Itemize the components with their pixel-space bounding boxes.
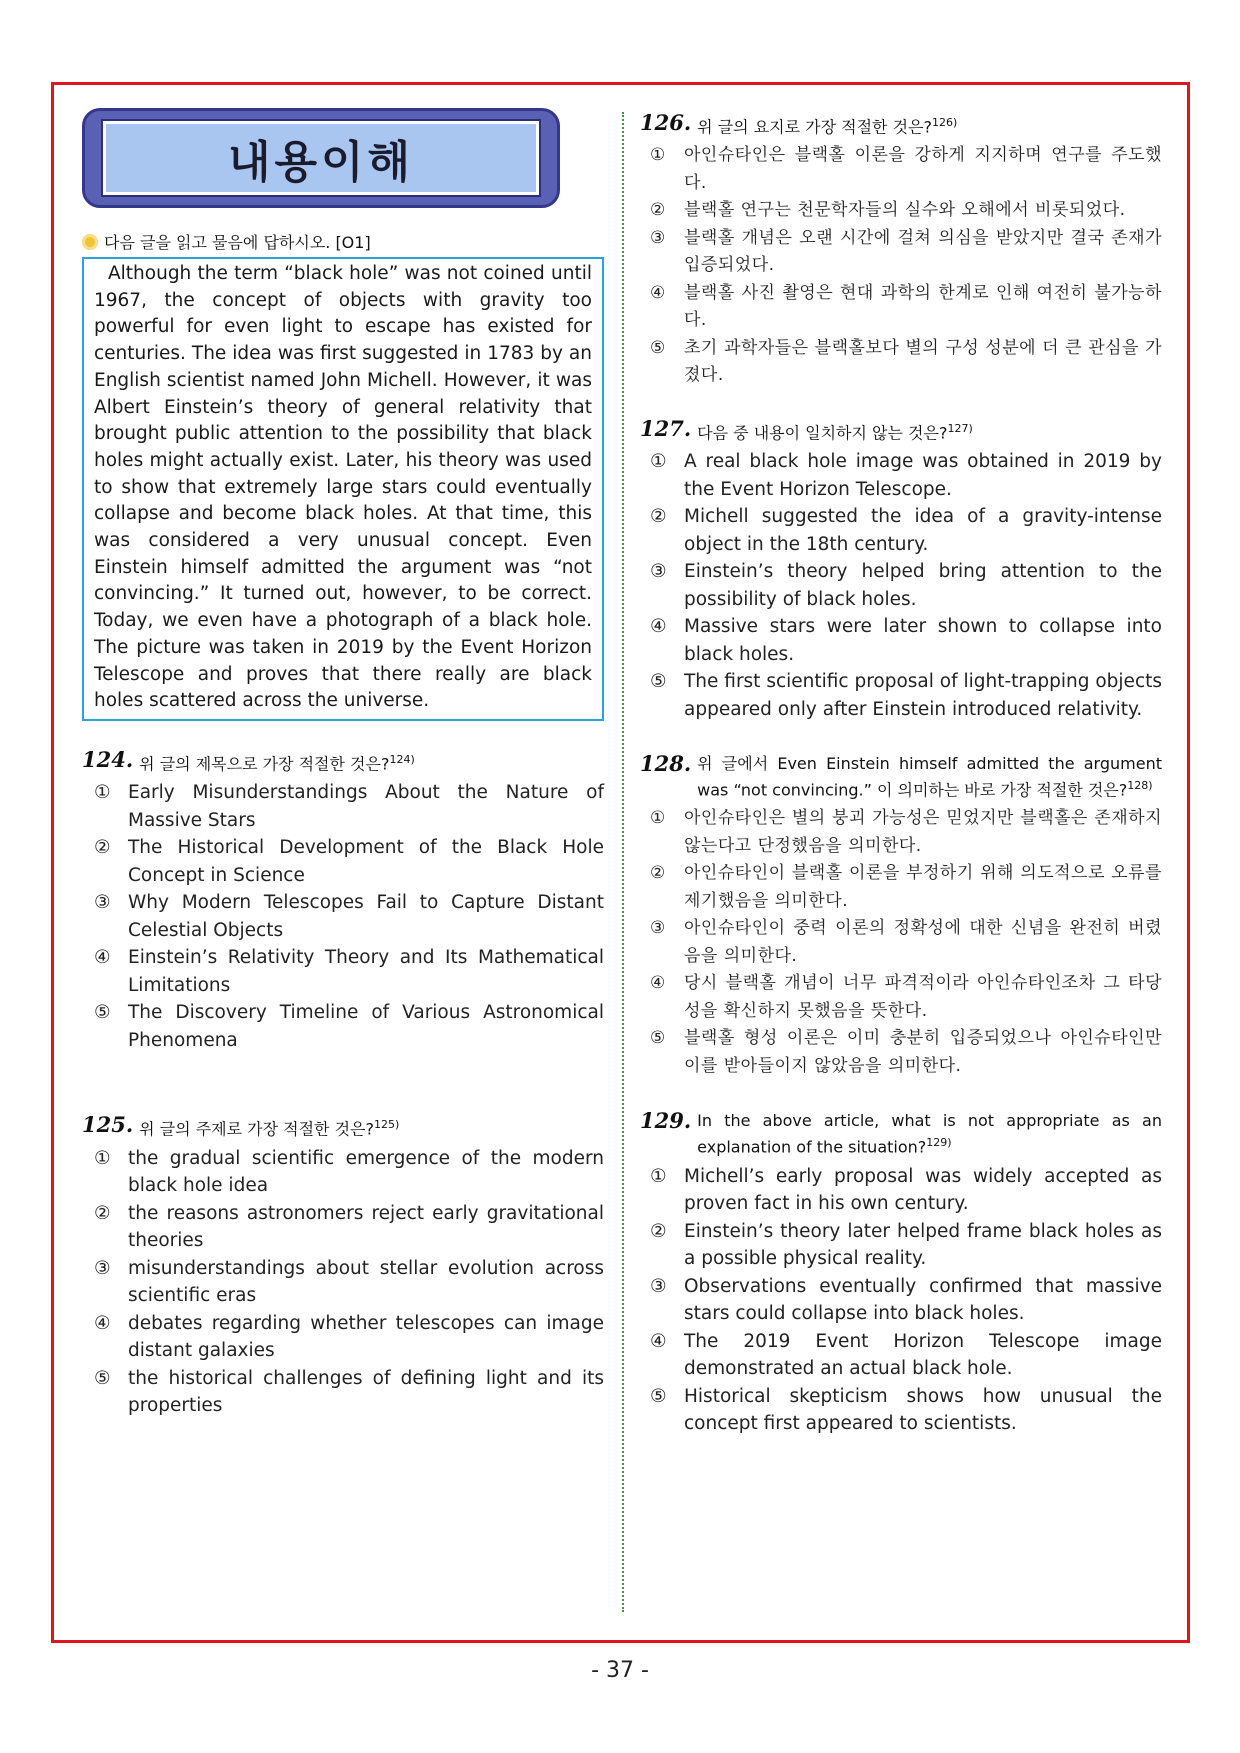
option[interactable] [82, 834, 604, 889]
option-number: ③ [650, 1275, 667, 1297]
option-text: Early Misunderstandings About the Nature of Massive Stars [128, 782, 604, 831]
question-header [640, 753, 1162, 801]
question-prompt: 다음 중 내용이 일치하지 않는 것은? [697, 423, 948, 443]
option-list [640, 142, 1162, 390]
option-text: Massive stars were later shown to collapse into black holes. [684, 616, 1162, 665]
option-text: Michell suggested the idea of a gravity-intense object in the 18th century. [684, 506, 1162, 555]
question-number: 128. [640, 751, 692, 777]
option[interactable] [640, 805, 1162, 860]
option-number: ④ [650, 973, 666, 994]
question-number: 129. [640, 1108, 692, 1134]
option[interactable] [640, 668, 1162, 723]
question-prompt: 위 글의 제목으로 가장 적절한 것은? [139, 754, 390, 774]
question-prompt: 위 글에서 Even Einstein himself admitted the argument was “not convincing.” 이 의미하는 바로 가장 적절한 것은? [697, 754, 1162, 800]
option[interactable] [640, 280, 1162, 335]
option-text: Einstein’s theory later helped frame black holes as a possible physical reality. [684, 1220, 1162, 1270]
option[interactable] [640, 558, 1162, 613]
question-prompt: 위 글의 주제로 가장 적절한 것은? [139, 1119, 375, 1139]
option-text: Historical skepticism shows how unusual the concept first appeared to scientists. [684, 1385, 1162, 1435]
instruction [82, 230, 604, 253]
footnote-ref: 126) [932, 116, 958, 129]
question-127 [640, 415, 1163, 723]
question-number: 126. [640, 110, 692, 135]
option-number: ④ [650, 282, 666, 303]
option-number: ⑤ [650, 1385, 667, 1407]
question-128 [640, 753, 1162, 1080]
question-header [82, 1114, 604, 1140]
option[interactable] [640, 197, 1162, 225]
option[interactable] [82, 1365, 604, 1420]
option[interactable] [82, 779, 604, 834]
question-header [640, 112, 1162, 138]
option[interactable] [640, 1025, 1162, 1080]
footnote-ref: 124) [389, 752, 415, 766]
option-number: ③ [650, 918, 666, 939]
option-number: ① [94, 782, 111, 804]
option[interactable] [82, 1255, 604, 1310]
option-number: ① [650, 145, 666, 166]
option[interactable] [640, 448, 1162, 503]
option[interactable] [640, 1163, 1162, 1218]
title-banner [82, 108, 560, 208]
option-text: The Historical Development of the Black Hole Concept in Science [128, 837, 604, 886]
option[interactable] [82, 999, 604, 1054]
question-129 [640, 1110, 1162, 1437]
option-number: ② [94, 1202, 111, 1224]
flower-icon [82, 234, 98, 250]
option-text: 블랙홀 연구는 천문학자들의 실수와 오해에서 비롯되었다. [684, 200, 1126, 221]
option-number: ③ [650, 561, 667, 583]
question-header [640, 1110, 1162, 1158]
question-124 [82, 746, 604, 1054]
question-text [697, 1110, 1162, 1158]
question-number: 124. [82, 746, 134, 772]
right-column [640, 112, 1162, 1438]
option-list [82, 1145, 604, 1420]
option[interactable] [640, 915, 1162, 970]
option-number: ④ [94, 1312, 111, 1334]
footnote-ref: 127) [947, 421, 973, 435]
option-text: Einstein’s theory helped bring attention to the possibility of black holes. [684, 561, 1162, 610]
option-list [82, 779, 604, 1054]
option[interactable] [640, 1328, 1162, 1383]
question-text [697, 418, 1162, 444]
option[interactable] [640, 142, 1162, 197]
option-number: ⑤ [94, 1002, 111, 1024]
option-text: 아인슈타인은 블랙홀 이론을 강하게 지지하며 연구를 주도했다. [684, 145, 1162, 193]
option-text: 블랙홀 형성 이론은 이미 충분히 입증되었으나 아인슈타인만 이를 받아들이지 않았음을 의미한다. [684, 1028, 1162, 1076]
option-number: ② [650, 1220, 667, 1242]
option-text: The first scientific proposal of light-trapping objects appeared only after Einstein introduced relativity. [684, 671, 1163, 720]
option-number: ⑤ [650, 1028, 666, 1049]
option-number: ② [650, 200, 666, 221]
question-text [139, 1114, 604, 1140]
option[interactable] [640, 1273, 1162, 1328]
option-text: misunderstandings about stellar evolution across scientific eras [128, 1257, 604, 1307]
option-number: ⑤ [94, 1367, 111, 1389]
option[interactable] [82, 1200, 604, 1255]
option-text: A real black hole image was obtained in 2019 by the Event Horizon Telescope. [684, 451, 1162, 500]
page-number: - 37 - [591, 1658, 649, 1683]
option-number: ④ [650, 1330, 667, 1352]
question-126 [640, 112, 1162, 390]
question-header [640, 415, 1162, 444]
option-number: ③ [650, 227, 666, 248]
option-number: ⑤ [650, 337, 666, 358]
question-number: 125. [82, 1112, 134, 1138]
option-text: the gradual scientific emergence of the modern black hole idea [128, 1147, 604, 1197]
option[interactable] [82, 1310, 604, 1365]
option-text: 블랙홀 사진 촬영은 현대 과학의 한계로 인해 여전히 불가능하다. [684, 282, 1162, 331]
option-text: 아인슈타인이 중력 이론의 정확성에 대한 신념을 완전히 버렸음을 의미한다. [684, 918, 1162, 966]
reading-passage: Although the term “black hole” was not coined until 1967, the concept of objects with gravity too powerful for even light to escape has existed for centuries. The idea was first suggested in 1783 by an English scientist named John Michell. However, it was Albert Einstein’s theory of general relativity that brought public attention to the possibility that black holes might actually exist. Later, his theory was used to show that extremely large stars could eventually collapse and become black holes. At that time, this was considered a very unusual concept. Even Einstein himself admitted the argument was “not convincing.” It turned out, however, to be correct. Today, we even have a photograph of a black hole. The picture was taken in 2019 by the Event Horizon Telescope and proves that there really are black holes scattered across the universe. [82, 257, 604, 721]
option-number: ① [94, 1147, 111, 1169]
option-text: 초기 과학자들은 블랙홀보다 별의 구성 성분에 더 큰 관심을 가졌다. [684, 337, 1162, 386]
option-list [640, 1163, 1162, 1438]
option-text: Einstein’s Relativity Theory and Its Mathematical Limitations [128, 947, 604, 996]
option-number: ② [650, 863, 666, 884]
option-text: The Discovery Timeline of Various Astronomical Phenomena [128, 1002, 604, 1051]
option-text: debates regarding whether telescopes can image distant galaxies [128, 1312, 604, 1362]
question-prompt: 위 글의 요지로 가장 적절한 것은? [697, 117, 933, 137]
option-number: ④ [650, 616, 667, 638]
option-text: 블랙홀 개념은 오랜 시간에 걸쳐 의심을 받았지만 결국 존재가 입증되었다. [684, 227, 1162, 276]
option[interactable] [640, 503, 1162, 558]
option[interactable] [82, 889, 604, 944]
option[interactable] [82, 1145, 604, 1200]
question-header [82, 746, 604, 775]
footnote-ref: 125) [374, 1118, 400, 1132]
option-text: Observations eventually confirmed that massive stars could collapse into black holes. [684, 1275, 1162, 1325]
option-text: the historical challenges of defining light and its properties [128, 1367, 604, 1417]
option[interactable] [82, 944, 604, 999]
option-text: 당시 블랙홀 개념이 너무 파격적이라 아인슈타인조차 그 타당성을 확신하지 못했음을 뜻한다. [684, 973, 1162, 1021]
option[interactable] [640, 1218, 1162, 1273]
option-number: ② [650, 506, 667, 528]
option-text: Michell’s early proposal was widely accepted as proven fact in his own century. [684, 1165, 1162, 1215]
option-number: ① [650, 1165, 667, 1187]
question-125 [82, 1114, 604, 1419]
option-number: ① [650, 808, 666, 829]
option-number: ② [94, 837, 111, 859]
footnote-ref: 128) [1127, 779, 1153, 793]
question-text [697, 753, 1162, 801]
option-list [640, 448, 1162, 723]
option-number: ⑤ [650, 671, 667, 693]
option[interactable] [640, 335, 1162, 390]
question-prompt: In the above article, what is not appropriate as an explanation of the situation? [697, 1111, 1162, 1157]
option[interactable] [640, 860, 1162, 915]
option-text: 아인슈타인이 블랙홀 이론을 부정하기 위해 의도적으로 오류를 제기했음을 의미한다. [684, 863, 1162, 911]
option[interactable] [640, 970, 1162, 1025]
option-text: Why Modern Telescopes Fail to Capture Distant Celestial Objects [128, 892, 604, 941]
instruction-text: 다음 글을 읽고 물음에 답하시오. [O1] [104, 233, 371, 252]
column-divider [622, 112, 624, 1612]
option-number: ③ [94, 892, 111, 914]
option[interactable] [640, 613, 1162, 668]
question-text [139, 749, 604, 775]
option-text: 아인슈타인은 별의 붕괴 가능성은 믿었지만 블랙홀은 존재하지 않는다고 단정했음을 의미한다. [684, 808, 1162, 856]
option-text: the reasons astronomers reject early gravitational theories [128, 1202, 604, 1252]
option[interactable] [640, 225, 1162, 280]
option-text: The 2019 Event Horizon Telescope image demonstrated an actual black hole. [684, 1330, 1162, 1380]
question-number: 127. [640, 415, 692, 441]
option-number: ④ [94, 947, 111, 969]
option-number: ③ [94, 1257, 111, 1279]
section-title: 내용이해 [227, 137, 414, 188]
option-number: ① [650, 451, 667, 473]
question-text [697, 112, 1162, 138]
title-banner-inner [103, 121, 539, 195]
footnote-ref: 129) [926, 1136, 952, 1150]
left-column [82, 108, 604, 1420]
option-list [640, 805, 1162, 1080]
option[interactable] [640, 1383, 1162, 1438]
